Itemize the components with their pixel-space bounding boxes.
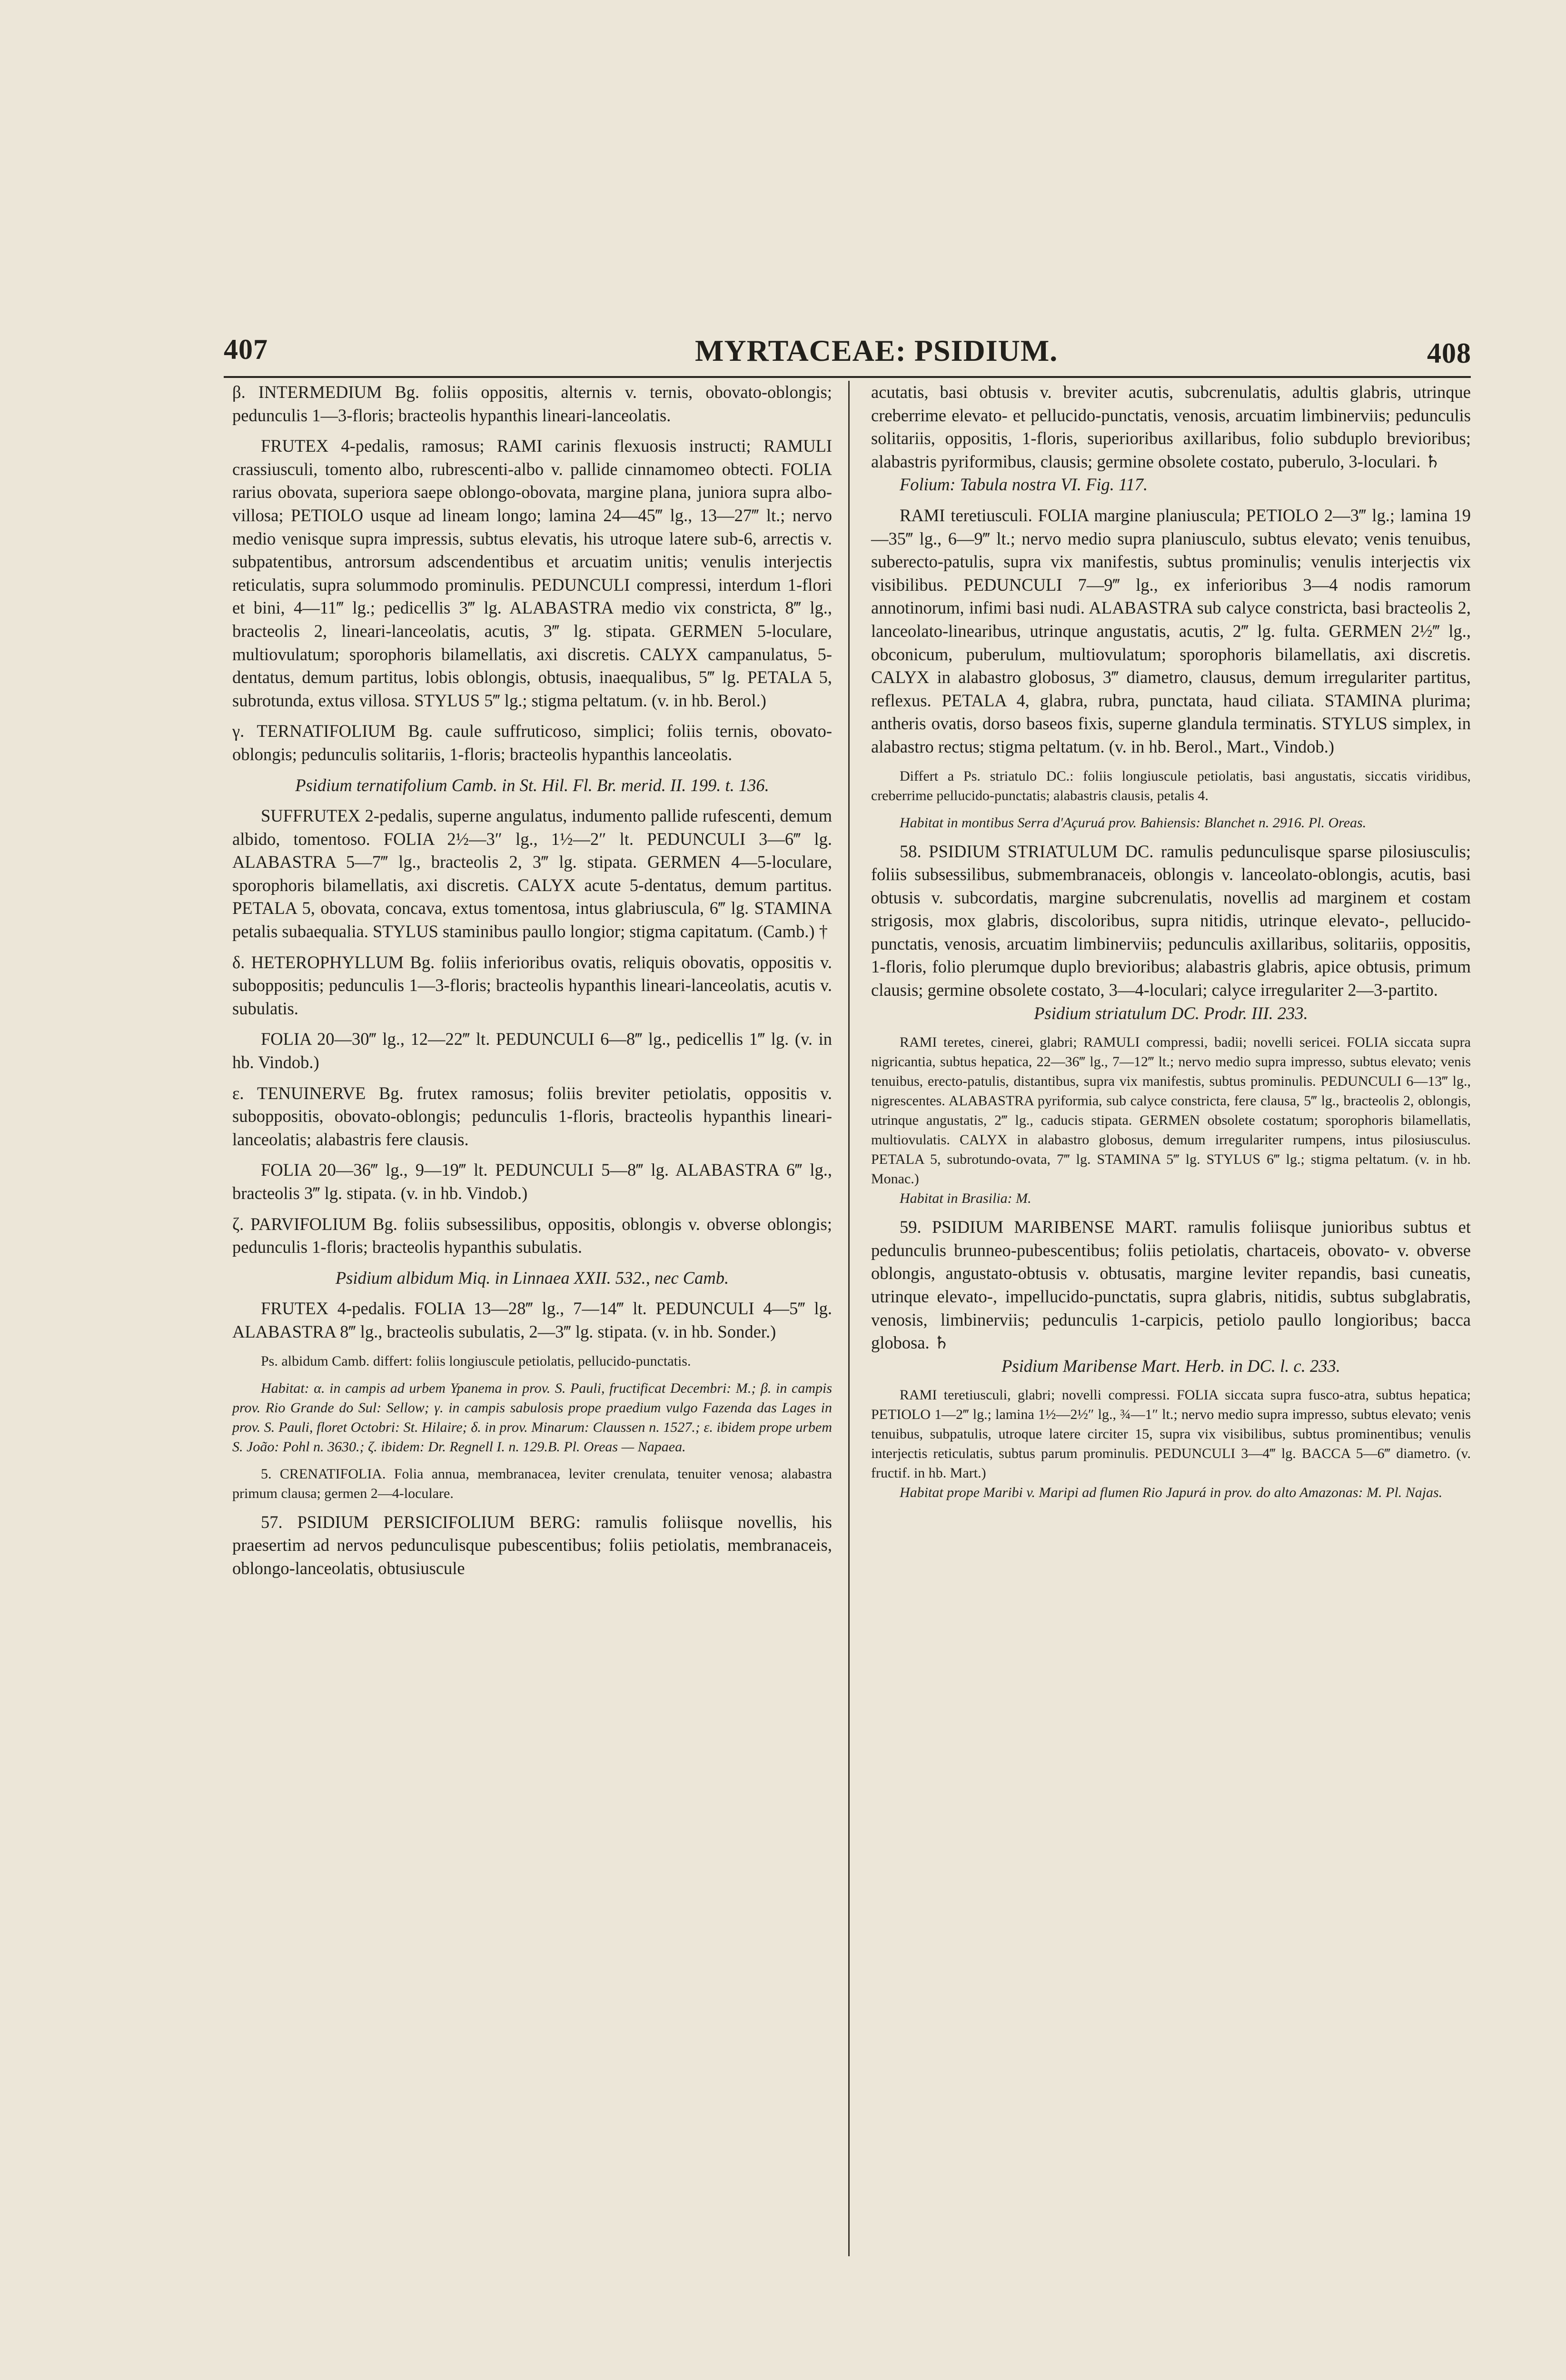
variety-gamma: γ. TERNATIFOLIUM Bg. caule suffruticoso, simplici; foliis ternis, obovato-oblongis; pedunculis solitariis, 1-floris; bracteolis hypanthis lanceolatis. [232,721,832,764]
differentia-note: Differt a Ps. striatulo DC.: foliis longiuscule petiolatis, basi angustatis, siccatis viridibus, creberrime pellucido-punctatis; alabastris clausis, petalis 4. [871,768,1471,803]
variety-gamma-description: SUFFRUTEX 2-pedalis, superne angulatus, indumento pallide rufescenti, demum albido, tomentoso. FOLIA 2½—3″ lg., 1½—2″ lt. PEDUNCULI 3—6‴ lg. ALABASTRA 5—7‴ lg., bracteolis 2, 3‴ lg. stipata. GERMEN 4—5-loculare, sporophoris bilamellatis, axi discretis. CALYX acute 5-dentatus, demum partitus. PETALA 5, obovata, concava, extus tomentosa, intus glabriuscula, 6‴ lg. STAMINA petalis subaequalia. STYLUS staminibus paullo longior; stigma capitatum. (Camb.) † [232,806,832,942]
species-58-description: RAMI teretes, cinerei, glabri; RAMULI compressi, badii; novelli sericei. FOLIA siccata supra nigricantia, subtus hepatica, 22—36‴ lg., 7—12‴ lt.; nervo medio supra impresso, subtus elevato; venis tenuibus, erecto-patulis, distantibus, supra vix manifestis, subtus prominulis. PEDUNCULI 6—13‴ lg., nigrescentes. ALABASTRA pyriformia, sub calyce constricta, fere clausa, 5‴ lg., bracteolis 2, oblongis, utrinque angustatis, 2‴ lg., caducis stipata. GERMEN obsolete costatum; sporophoris bilamellatis, multiovulatis. CALYX in alabastro globosus, demum irregulariter rumpens, intus pilosiusculus. PETALA 5, subrotundo-ovata, 7‴ lg. STAMINA 5‴ lg. STYLUS 6‴ lg.; stigma peltatum. (v. in hb. Monac.) [871,1034,1471,1187]
header-rule [224,376,1471,378]
habitat-note: Habitat in montibus Serra d'Açuruá prov. Bahiensis: Blanchet n. 2916. Pl. Oreas. [900,814,1367,831]
variety-zeta-description: FRUTEX 4-pedalis. FOLIA 13—28‴ lg., 7—14‴ lt. PEDUNCULI 4—5‴ lg. ALABASTRA 8‴ lg., bracteolis subulatis, 2—3‴ lg. stipata. (v. in hb. Sonder.) [232,1299,832,1341]
running-header-title: MYRTACEAE: PSIDIUM. [695,334,1058,367]
habitat-note: Habitat: α. in campis ad urbem Ypanema in prov. S. Pauli, fructificat Decembri: M.; β. in campis prov. Rio Grande do Sul: Sellow; γ. in campis sabulosis prope praedium vulgo Fazenda das Lages in prov. S. Pauli, floret Octobri: St. Hilaire; δ. in prov. Minarum: Claussen n. 1527.; ε. ibidem prope urbem S. João: Pohl n. 3630.; ζ. ibidem: Dr. Regnell I. n. 129.B. Pl. Oreas — Napaea. [232,1380,832,1455]
habitat-note: Habitat prope Maribi v. Maripi ad flumen Rio Japurá in prov. do alto Amazonas: M. Pl. Najas. [900,1485,1443,1501]
variety-beta-description: FRUTEX 4-pedalis, ramosus; RAMI carinis flexuosis instructi; RAMULI crassiusculi, tomento albo, rubrescenti-albo v. pallide cinnamomeo obtecti. FOLIA rarius obovata, superiora saepe oblongo-obovata, margine plana, juniora supra albo-villosa; PETIOLO usque ad lineam longo; lamina 24—45‴ lg., 13—27‴ lt.; nervo medio venisque supra impressis, subtus elevatis, his utroque latere sub-6, arrectis v. subpatentibus, antrorsum adscendentibus et arcuatim unitis; venulis interjectis reticulatis, supra solummodo prominulis. PEDUNCULI compressi, interdum 1-flori et bini, 4—11‴ lg.; pedicellis 3‴ lg. ALABASTRA medio vix constricta, 8‴ lg., bracteolis 2, lineari-lanceolatis, acutis, 3‴ lg. stipata. GERMEN 5-loculare, multiovulatum; sporophoris bilamellatis, axi discretis. CALYX campanulatus, 5-dentatus, demum partitus, lobis oblongis, obtusis, inaequalibus, 5‴ lg. PETALA 5, subrotunda, extus villosa. STYLUS 5‴ lg.; stigma peltatum. (v. in hb. Berol.) [232,436,832,710]
species-57-continuation: acutatis, basi obtusis v. breviter acutis, subcrenulatis, adultis glabris, utrinque creberrime elevato- et pellucido-punctatis, venosis, arcuatim limbinerviis; pedunculis solitariis, oppositis, 1-floris, superioribus axillaribus, folio subduplo brevioribus; alabastris pyriformibus, clausis; germine obsolete costato, puberulo, 3-loculari. ♄ [871,382,1471,471]
differentia-note: Ps. albidum Camb. differt: foliis longiuscule petiolatis, pellucido-punctatis. [261,1353,691,1369]
section-crenatifolia: 5. CRENATIFOLIA. Folia annua, membranacea, leviter crenulata, tenuiter venosa; alabastra primum clausa; germen 2—4-loculare. [232,1466,832,1501]
figure-reference: Folium: Tabula nostra VI. Fig. 117. [900,475,1148,495]
right-column [871,381,1471,1502]
species-59-heading: 59. PSIDIUM MARIBENSE MART. ramulis foliisque junioribus subtus et pedunculis brunneo-pubescentibus; foliis petiolatis, chartaceis, obovato- v. obverse oblongis, angustato-obtusis v. obtusatis, margine leviter repandis, basi cuneatis, utrinque elevato-, impellucido-punctatis, supra glabris, nitidis, subtus subglabratis, venosis, limbinerviis; pedunculis 1-carpicis, petiolo paullo longioribus; bacca globosa. ♄ [871,1217,1471,1353]
right-page-number: 408 [1427,337,1471,369]
species-59-description: RAMI teretiusculi, glabri; novelli compressi. FOLIA siccata supra fusco-atra, subtus hepatica; PETIOLO 1—2‴ lg.; lamina 1½—2½″ lg., ¾—1″ lt.; nervo medio supra impresso, subtus elevato; venis tenuibus, subpatulis, utroque latere circiter 15, supra vix visibilibus, subtus prominentibus; venulis interjectis reticulatis, subtus parum prominulis. PEDUNCULI 3—4‴ lg. BACCA 5—6‴ diametro. (v. fructif. in hb. Mart.) [871,1387,1471,1481]
synonym-reference: Psidium Maribense Mart. Herb. in DC. l. c. 233. [1001,1356,1340,1376]
variety-delta-description: FOLIA 20—30‴ lg., 12—22‴ lt. PEDUNCULI 6—8‴ lg., pedicellis 1‴ lg. (v. in hb. Vindob.) [232,1029,832,1072]
habitat-note: Habitat in Brasilia: M. [900,1190,1031,1207]
column-divider [848,381,850,2256]
left-page-number: 407 [224,334,268,365]
synonym-reference: Psidium striatulum DC. Prodr. III. 233. [1034,1003,1308,1023]
variety-zeta: ζ. PARVIFOLIUM Bg. foliis subsessilibus, oppositis, oblongis v. obverse oblongis; pedunculis 1-floris; bracteolis hypanthis subulatis. [232,1214,832,1257]
variety-beta: β. INTERMEDIUM Bg. foliis oppositis, alternis v. ternis, obovato-oblongis; pedunculis 1—3-floris; bracteolis hypanthis lineari-lanceolatis. [232,382,832,425]
species-58-heading: 58. PSIDIUM STRIATULUM DC. ramulis pedunculisque sparse pilosiusculis; foliis subsessilibus, submembranaceis, oblongis v. lanceolato-oblongis, acutis, basi obtusis v. subcordatis, margine subcrenulatis, novellis ad marginem et costam strigosis, mox glabris, discoloribus, supra nitidis, utrinque elevato-, pellucido-punctatis, venosis, arcuatim limbinerviis; pedunculis axillaribus, solitariis, oppositis, 1-floris, folio plerumque duplo brevioribus; alabastris glabris, apice obtusis, primum clausis; germine obsolete costato, 3—4-loculari; calyce irregulariter 2—3-partito. [871,841,1471,1000]
left-column [232,381,832,1580]
variety-epsilon: ε. TENUINERVE Bg. frutex ramosus; foliis breviter petiolatis, oppositis v. suboppositis, obovato-oblongis; pedunculis 1-floris, bracteolis hypanthis lineari-lanceolatis; alabastris fere clausis. [232,1083,832,1149]
species-57-heading: 57. PSIDIUM PERSICIFOLIUM BERG: ramulis foliisque novellis, his praesertim ad nervos pedunculisque pubescentibus; foliis petiolatis, membranaceis, oblongo-lanceolatis, obtusiuscule [232,1512,832,1578]
variety-delta: δ. HETEROPHYLLUM Bg. foliis inferioribus ovatis, reliquis obovatis, oppositis v. suboppositis; pedunculis 1—3-floris; bracteolis hypanthis lineari-lanceolatis, acutis v. subulatis. [232,952,832,1018]
synonym-reference: Psidium albidum Miq. in Linnaea XXII. 532., nec Camb. [335,1268,729,1288]
variety-epsilon-description: FOLIA 20—36‴ lg., 9—19‴ lt. PEDUNCULI 5—8‴ lg. ALABASTRA 6‴ lg., bracteolis 3‴ lg. stipata. (v. in hb. Vindob.) [232,1160,832,1203]
synonym-reference: Psidium ternatifolium Camb. in St. Hil. Fl. Br. merid. II. 199. t. 136. [295,775,769,795]
species-57-description: RAMI teretiusculi. FOLIA margine planiuscula; PETIOLO 2—3‴ lg.; lamina 19—35‴ lg., 6—9‴ lt.; nervo medio supra planiusculo, subtus elevato; venis tenuibus, suberecto-patulis, supra vix manifestis, subtus prominulis; venulis interjectis vix visibilibus. PEDUNCULI 7—9‴ lg., ex inferioribus 3—4 nodis ramorum annotinorum, infimi basi nudi. ALABASTRA sub calyce constricta, basi bracteolis 2, lanceolato-linearibus, utrinque angustatis, acutis, 2‴ lg. fulta. GERMEN 2½‴ lg., obconicum, puberulum, multiovulatum; sporophoris bilamellatis, axi discretis. CALYX in alabastro globosus, 3‴ diametro, clausus, demum irregulariter partitus, reflexus. PETALA 4, glabra, rubra, punctata, haud ciliata. STAMINA plurima; antheris ovatis, dorso baseos fixis, superne glandula terminatis. STYLUS simplex, in alabastro rectus; stigma peltatum. (v. in hb. Berol., Mart., Vindob.) [871,505,1471,756]
